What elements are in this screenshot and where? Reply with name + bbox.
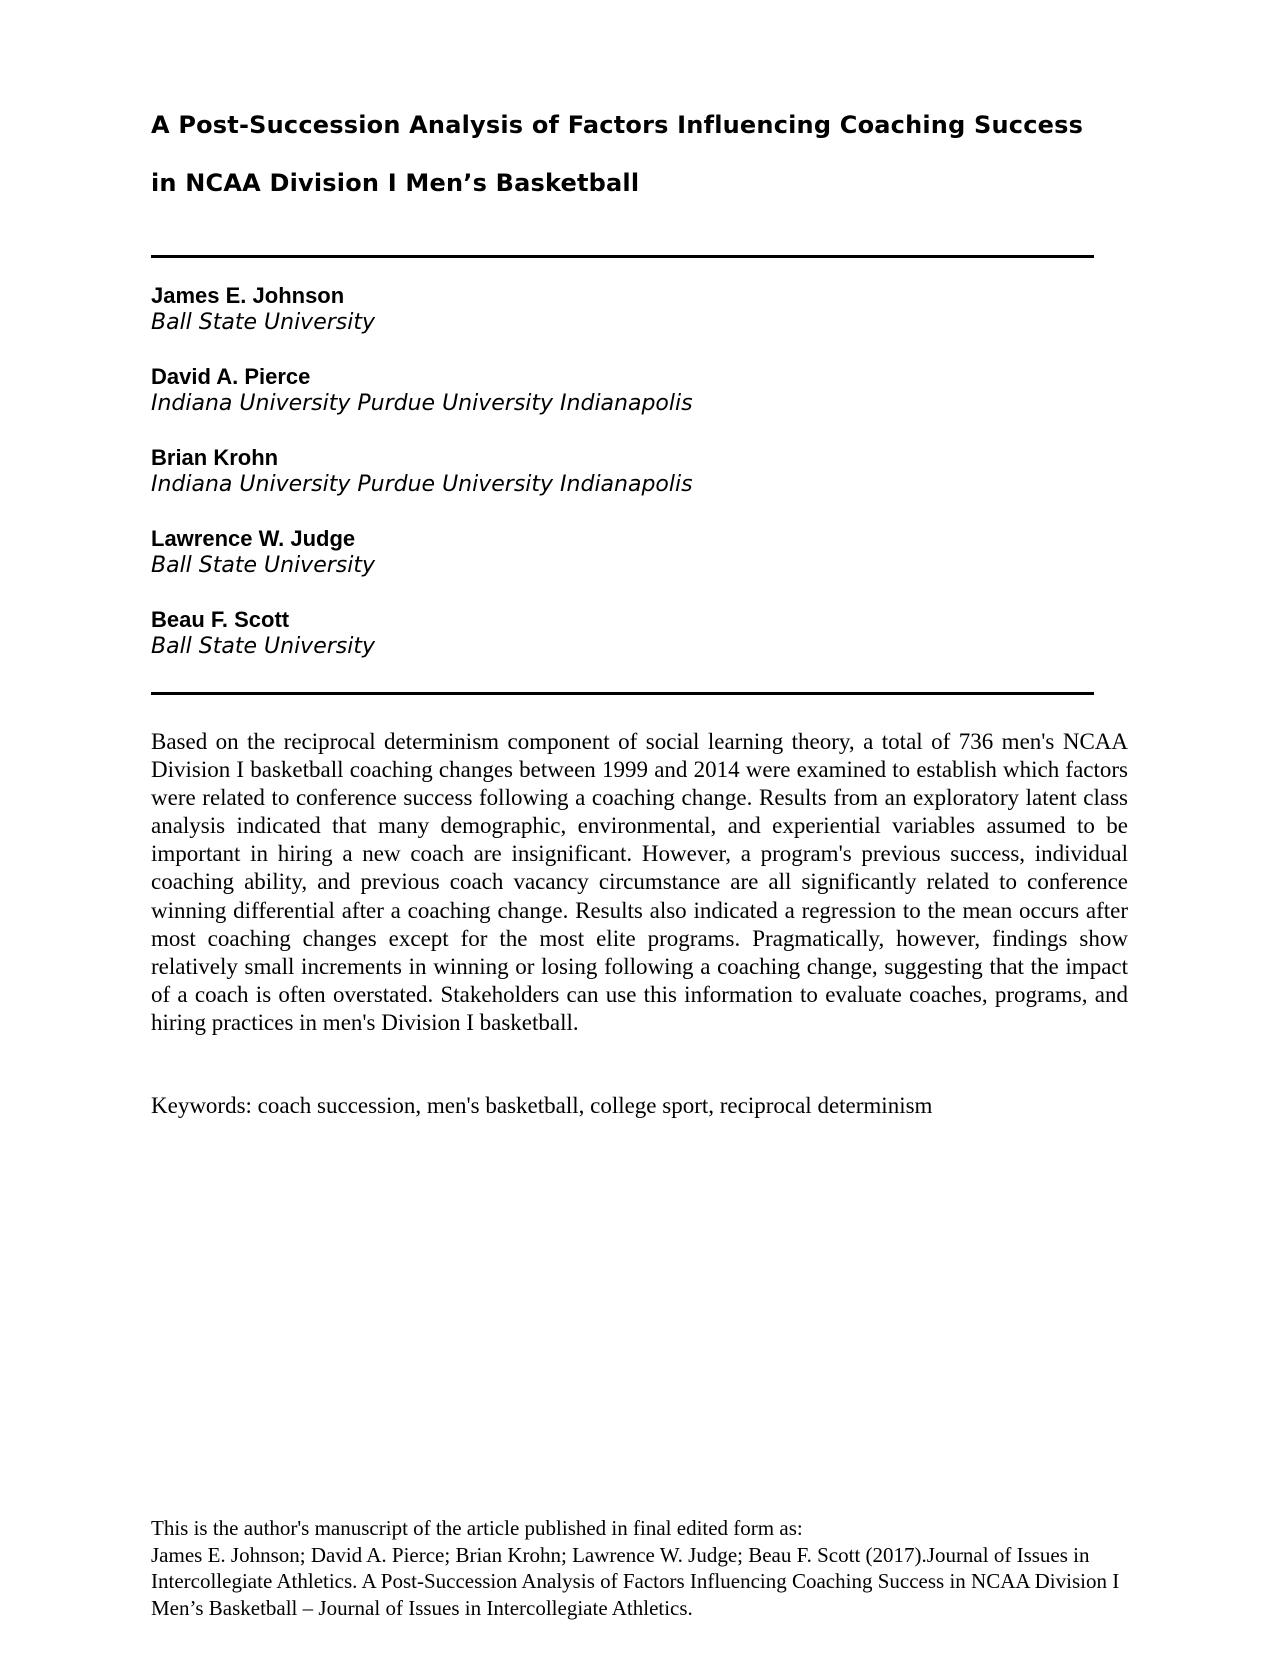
abstract-text: Based on the reciprocal determinism component of social learning theory, a total of 736 men's NCAA Division I basketball coaching changes between 1999 and 2014 were examined to establish which factors were related to conference success following a coaching change. Results from an exploratory latent class analysis indicated that many demographic, environmental, and experiential variables assumed to be important in hiring a new coach are insignificant. However, a program's previous success, individual coaching ability, and previous coach vacancy circumstance are all significantly related to conference winning differential after a coaching change. Results also indicated a regression to the mean occurs after most coaching changes except for the most elite programs. Pragmatically, however, findings show relatively small increments in winning or losing following a coaching change, suggesting that the impact of a coach is often overstated. Stakeholders can use this information to evaluate coaches, programs, and hiring practices in men's Division I basketball. [151,729,1128,1035]
manuscript-citation: James E. Johnson; David A. Pierce; Brian Krohn; Lawrence W. Judge; Beau F. Scott (2017).Journal of Issues in Intercollegiate Athletics. A Post-Succession Analysis of Factors Influencing Coaching Success in NCAA Division I Men’s Basketball – Journal of Issues in Intercollegiate Athletics. [151,1542,1120,1620]
author-name: Lawrence W. Judge [151,526,356,551]
author-affiliation: Ball State University [151,553,375,578]
bottom-divider [151,692,1094,695]
author-affiliation: Indiana University Purdue University Indianapolis [151,472,693,497]
author-entry [151,607,1051,688]
author-affiliation: Ball State University [151,310,375,335]
author-name: Brian Krohn [151,445,279,470]
author-affiliation: Indiana University Purdue University Indianapolis [151,391,693,416]
author-list [151,283,1051,688]
paper-title-line-1: A Post-Succession Analysis of Factors Influencing Coaching Success [151,111,1084,139]
author-name: Beau F. Scott [151,607,290,632]
author-entry [151,445,1051,526]
author-entry [151,364,1051,445]
paper-title-line-2: in NCAA Division I Men’s Basketball [151,169,640,197]
author-affiliation: Ball State University [151,634,375,659]
paper-title [151,96,1151,212]
author-name: David A. Pierce [151,364,311,389]
author-entry [151,526,1051,607]
manuscript-note-line-1: This is the author's manuscript of the article published in final edited form as: [151,1516,803,1540]
top-divider [151,255,1094,258]
author-entry [151,283,1051,364]
author-name: James E. Johnson [151,283,345,308]
manuscript-note [151,1515,1131,1621]
keywords-line: Keywords: coach succession, men's basketball, college sport, reciprocal determinism [151,1093,933,1118]
